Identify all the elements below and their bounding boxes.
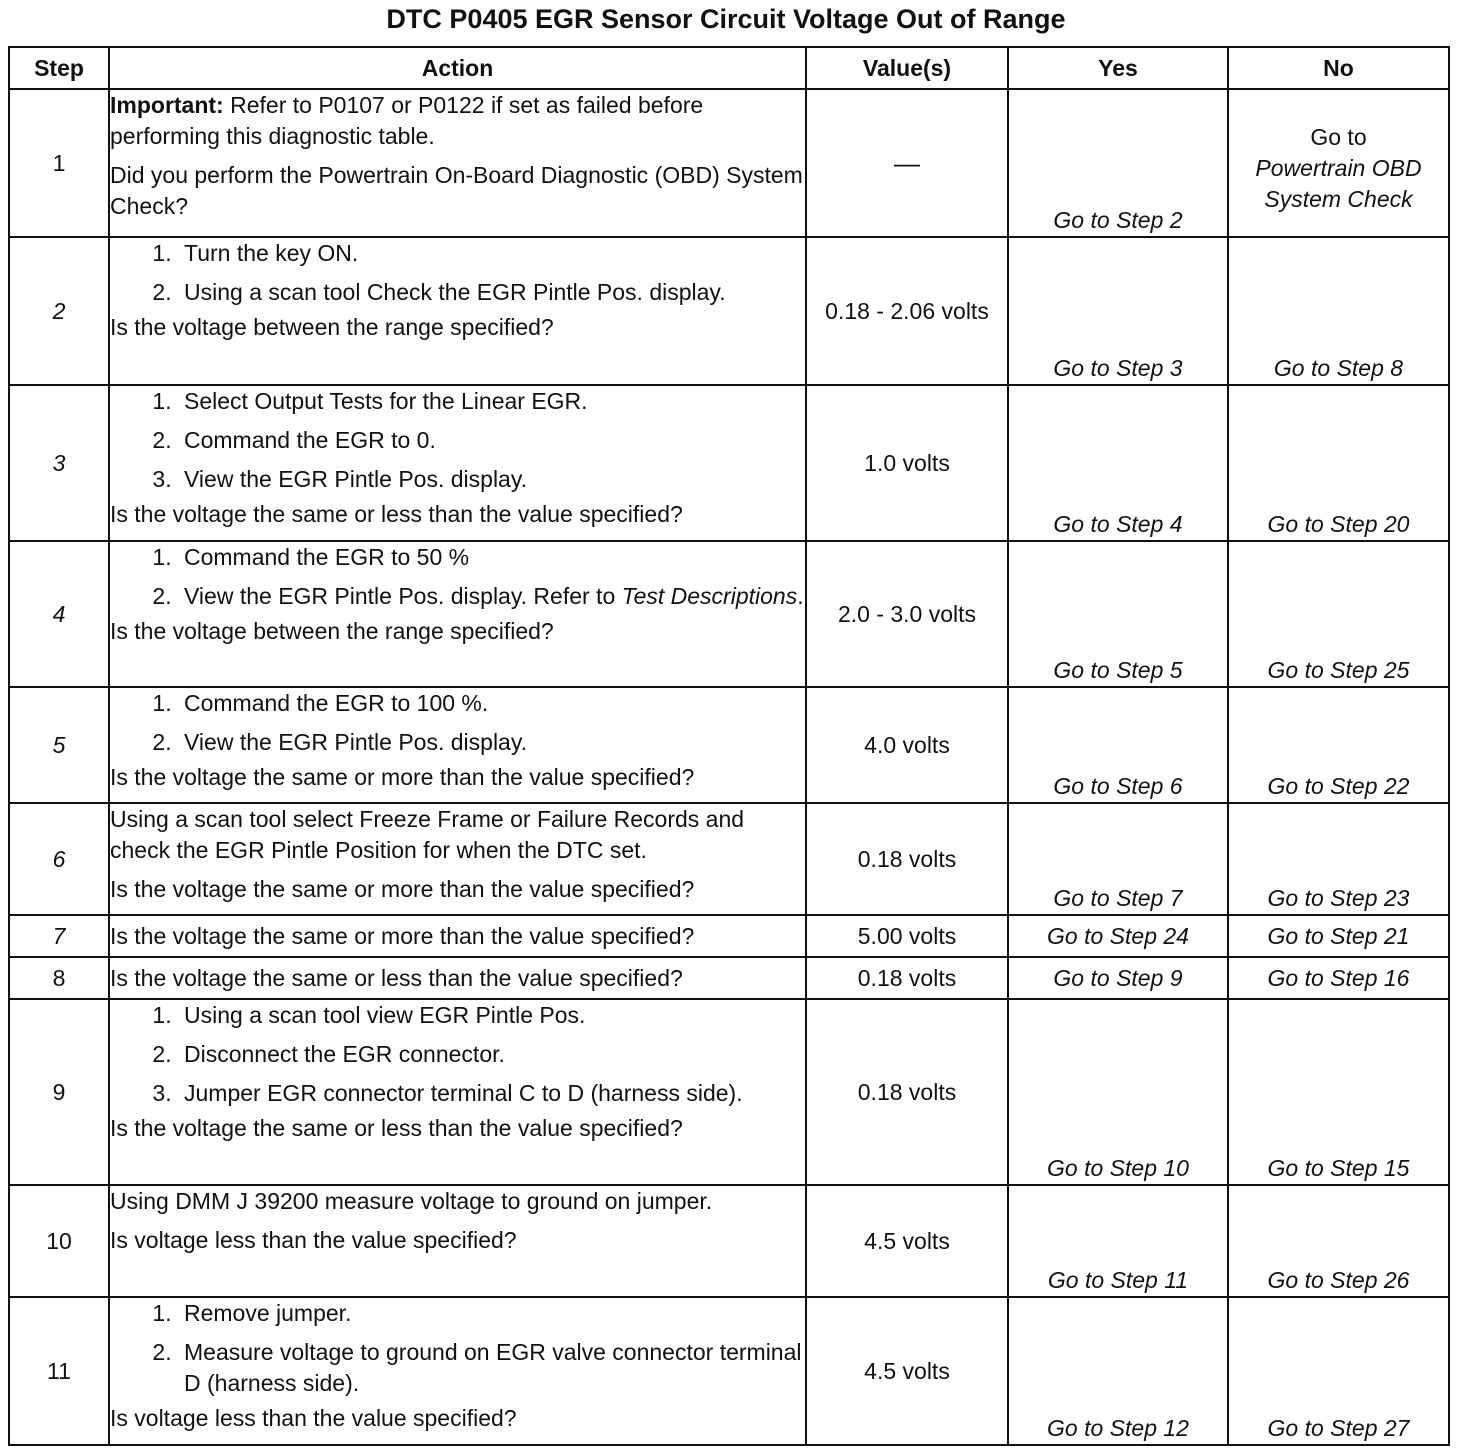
action-cell bbox=[109, 1185, 806, 1297]
action-question: Is the voltage the same or more than the value specified? bbox=[110, 922, 695, 949]
no-goto-ref: Powertrain OBD System Check bbox=[1255, 154, 1422, 212]
yes-cell: Go to Step 5 bbox=[1008, 541, 1228, 687]
table-row bbox=[9, 803, 1449, 915]
action-step: 1. Command the EGR to 100 %. bbox=[178, 688, 805, 719]
action-step: 1. Command the EGR to 50 % bbox=[178, 542, 805, 573]
no-cell: Go to Step 25 bbox=[1228, 541, 1449, 687]
action-step: 2. View the EGR Pintle Pos. display. Refer to Test Descriptions. bbox=[178, 581, 805, 612]
action-steps bbox=[110, 542, 805, 612]
action-step: 1. Remove jumper. bbox=[178, 1298, 805, 1329]
table-row bbox=[9, 385, 1449, 541]
action-step: 1. Turn the key ON. bbox=[178, 238, 805, 269]
value-cell: 5.00 volts bbox=[806, 915, 1008, 957]
important-text: Refer to P0107 or P0122 if set as failed before performing this diagnostic table. bbox=[110, 92, 704, 149]
step-number: 7 bbox=[9, 915, 109, 957]
action-steps bbox=[110, 1298, 805, 1399]
action-step: 2. Measure voltage to ground on EGR valve connector terminal D (harness side). bbox=[178, 1337, 805, 1399]
yes-cell: Go to Step 6 bbox=[1008, 687, 1228, 803]
action-step: 2. View the EGR Pintle Pos. display. bbox=[178, 727, 805, 758]
action-step: 3. Jumper EGR connector terminal C to D (harness side). bbox=[178, 1078, 805, 1109]
yes-cell: Go to Step 11 bbox=[1008, 1185, 1228, 1297]
header-action: Action bbox=[109, 47, 806, 89]
important-label: Important: bbox=[110, 92, 224, 118]
action-steps bbox=[110, 238, 805, 308]
test-descriptions-ref: Test Descriptions bbox=[621, 583, 798, 609]
action-question: Is the voltage the same or more than the value specified? bbox=[110, 876, 695, 902]
action-question: Is the voltage the same or less than the value specified? bbox=[110, 1115, 683, 1141]
action-steps bbox=[110, 688, 805, 758]
yes-cell: Go to Step 7 bbox=[1008, 803, 1228, 915]
action-cell bbox=[109, 803, 806, 915]
table-row bbox=[9, 89, 1449, 237]
table-row bbox=[9, 1185, 1449, 1297]
step-number: 5 bbox=[9, 687, 109, 803]
step-number: 4 bbox=[9, 541, 109, 687]
action-cell bbox=[109, 1297, 806, 1445]
value-cell: 4.0 volts bbox=[806, 687, 1008, 803]
yes-cell: Go to Step 2 bbox=[1008, 89, 1228, 237]
value-cell: 0.18 - 2.06 volts bbox=[806, 237, 1008, 385]
table-row bbox=[9, 957, 1449, 999]
action-question: Is the voltage the same or more than the value specified? bbox=[110, 764, 695, 790]
yes-cell: Go to Step 3 bbox=[1008, 237, 1228, 385]
diagnostic-table bbox=[8, 46, 1450, 1446]
action-cell bbox=[109, 957, 806, 999]
value-cell: 1.0 volts bbox=[806, 385, 1008, 541]
value-cell: 0.18 volts bbox=[806, 999, 1008, 1185]
value-cell: — bbox=[806, 89, 1008, 237]
table-row bbox=[9, 999, 1449, 1185]
value-cell: 4.5 volts bbox=[806, 1185, 1008, 1297]
action-cell bbox=[109, 541, 806, 687]
no-cell: Go to Step 16 bbox=[1228, 957, 1449, 999]
yes-cell: Go to Step 9 bbox=[1008, 957, 1228, 999]
step-number: 10 bbox=[9, 1185, 109, 1297]
action-cell bbox=[109, 687, 806, 803]
no-cell: Go to Step 8 bbox=[1228, 237, 1449, 385]
step-number: 9 bbox=[9, 999, 109, 1185]
no-cell bbox=[1228, 89, 1449, 237]
yes-cell: Go to Step 4 bbox=[1008, 385, 1228, 541]
step-number: 3 bbox=[9, 385, 109, 541]
table-row bbox=[9, 687, 1449, 803]
value-cell: 0.18 volts bbox=[806, 803, 1008, 915]
header-values: Value(s) bbox=[806, 47, 1008, 89]
no-cell: Go to Step 23 bbox=[1228, 803, 1449, 915]
action-question: Is voltage less than the value specified? bbox=[110, 1405, 517, 1431]
value-cell: 4.5 volts bbox=[806, 1297, 1008, 1445]
action-step: 2. Command the EGR to 0. bbox=[178, 425, 805, 456]
step-number: 8 bbox=[9, 957, 109, 999]
no-cell: Go to Step 21 bbox=[1228, 915, 1449, 957]
action-text: Using a scan tool select Freeze Frame or Failure Records and check the EGR Pintle Position for when the DTC set. bbox=[110, 806, 745, 863]
action-steps bbox=[110, 386, 805, 495]
value-cell: 0.18 volts bbox=[806, 957, 1008, 999]
no-cell: Go to Step 22 bbox=[1228, 687, 1449, 803]
value-cell: 2.0 - 3.0 volts bbox=[806, 541, 1008, 687]
action-step: 1. Using a scan tool view EGR Pintle Pos. bbox=[178, 1000, 805, 1031]
no-goto-label: Go to bbox=[1310, 123, 1367, 150]
header-step: Step bbox=[9, 47, 109, 89]
action-cell bbox=[109, 915, 806, 957]
action-cell bbox=[109, 237, 806, 385]
action-question: Did you perform the Powertrain On-Board Diagnostic (OBD) System Check? bbox=[110, 162, 803, 219]
step-number: 11 bbox=[9, 1297, 109, 1445]
action-question: Is the voltage the same or less than the value specified? bbox=[110, 964, 683, 991]
action-cell bbox=[109, 89, 806, 237]
action-question: Is voltage less than the value specified? bbox=[110, 1227, 517, 1253]
action-steps bbox=[110, 1000, 805, 1109]
no-cell: Go to Step 15 bbox=[1228, 999, 1449, 1185]
yes-cell: Go to Step 12 bbox=[1008, 1297, 1228, 1445]
step-number: 1 bbox=[9, 89, 109, 237]
step-number: 2 bbox=[9, 237, 109, 385]
action-question: Is the voltage between the range specified? bbox=[110, 314, 554, 340]
action-step: 2. Disconnect the EGR connector. bbox=[178, 1039, 805, 1070]
no-cell: Go to Step 20 bbox=[1228, 385, 1449, 541]
important-note bbox=[110, 90, 805, 152]
action-question: Is the voltage between the range specified? bbox=[110, 618, 554, 644]
yes-cell: Go to Step 24 bbox=[1008, 915, 1228, 957]
header-no: No bbox=[1228, 47, 1449, 89]
action-cell bbox=[109, 999, 806, 1185]
table-row bbox=[9, 915, 1449, 957]
yes-cell: Go to Step 10 bbox=[1008, 999, 1228, 1185]
action-step: 1. Select Output Tests for the Linear EGR. bbox=[178, 386, 805, 417]
action-text: Using DMM J 39200 measure voltage to ground on jumper. bbox=[110, 1188, 713, 1214]
no-cell: Go to Step 26 bbox=[1228, 1185, 1449, 1297]
table-row bbox=[9, 237, 1449, 385]
table-row bbox=[9, 1297, 1449, 1445]
header-yes: Yes bbox=[1008, 47, 1228, 89]
action-step: 3. View the EGR Pintle Pos. display. bbox=[178, 464, 805, 495]
table-header-row bbox=[9, 47, 1449, 89]
action-question: Is the voltage the same or less than the value specified? bbox=[110, 501, 683, 527]
page-title: DTC P0405 EGR Sensor Circuit Voltage Out of Range bbox=[386, 4, 1066, 34]
table-row bbox=[9, 541, 1449, 687]
action-cell bbox=[109, 385, 806, 541]
step-number: 6 bbox=[9, 803, 109, 915]
action-step: 2. Using a scan tool Check the EGR Pintle Pos. display. bbox=[178, 277, 805, 308]
no-cell: Go to Step 27 bbox=[1228, 1297, 1449, 1445]
